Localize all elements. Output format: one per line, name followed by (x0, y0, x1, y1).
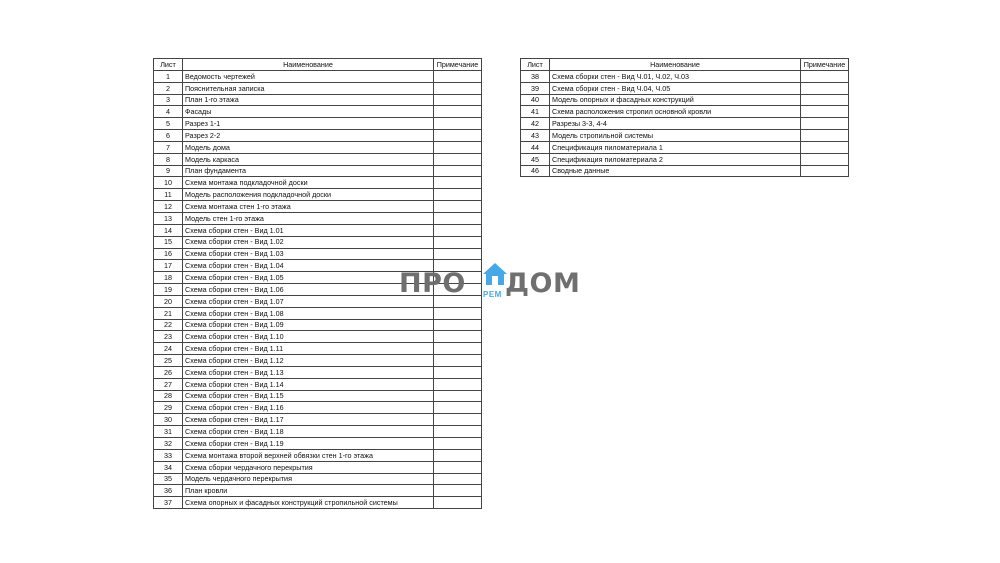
sheet-title: Схема сборки стен - Вид 1.03 (183, 248, 434, 260)
sheet-title: Разрез 2-2 (183, 130, 434, 142)
sheet-note (434, 189, 482, 201)
sheet-number: 30 (154, 414, 183, 426)
sheet-note (801, 106, 849, 118)
sheet-number: 2 (154, 82, 183, 94)
sheet-note (801, 130, 849, 142)
table-row (154, 461, 482, 473)
table-row (154, 130, 482, 142)
table-row (154, 248, 482, 260)
table-row (154, 485, 482, 497)
sheet-number: 25 (154, 355, 183, 367)
sheet-number: 43 (521, 130, 550, 142)
sheet-title: План фундамента (183, 165, 434, 177)
sheet-note (434, 201, 482, 213)
sheet-title: Схема сборки стен - Вид 1.18 (183, 426, 434, 438)
table-row (154, 236, 482, 248)
sheet-number: 36 (154, 485, 183, 497)
table-row (154, 378, 482, 390)
sheet-note (434, 118, 482, 130)
table-row (154, 94, 482, 106)
table-row (154, 497, 482, 509)
sheet-title: Схема сборки стен - Вид 1.10 (183, 331, 434, 343)
sheet-note (434, 343, 482, 355)
table-row (154, 473, 482, 485)
table-row (154, 118, 482, 130)
sheet-number: 9 (154, 165, 183, 177)
sheet-title: Схема сборки стен - Вид 1.12 (183, 355, 434, 367)
sheet-number: 10 (154, 177, 183, 189)
sheet-title: Модель расположения подкладочной доски (183, 189, 434, 201)
sheet-note (434, 165, 482, 177)
sheet-note (801, 165, 849, 177)
sheet-note (801, 82, 849, 94)
sheet-note (801, 70, 849, 82)
sheet-title: Схема сборки стен - Вид 1.08 (183, 307, 434, 319)
sheet-title: Схема монтажа подкладочной доски (183, 177, 434, 189)
logo-subtext: РЕМ (483, 290, 502, 299)
table-row (154, 402, 482, 414)
sheet-title: Схема расположения стропил основной кровли (550, 106, 801, 118)
sheet-title: Схема сборки стен - Вид 1.11 (183, 343, 434, 355)
header-row (521, 59, 849, 71)
sheet-title: Модель каркаса (183, 153, 434, 165)
table-row (154, 201, 482, 213)
sheet-number: 23 (154, 331, 183, 343)
header-sheet: Лист (154, 59, 183, 71)
sheet-number: 38 (521, 70, 550, 82)
sheet-title: Фасады (183, 106, 434, 118)
sheet-number: 44 (521, 141, 550, 153)
sheet-note (434, 461, 482, 473)
sheet-number: 29 (154, 402, 183, 414)
sheet-note (434, 236, 482, 248)
sheet-title: Схема сборки стен - Вид 1.09 (183, 319, 434, 331)
table-row (154, 414, 482, 426)
sheet-title: План кровли (183, 485, 434, 497)
table-row (521, 153, 849, 165)
sheet-number: 26 (154, 366, 183, 378)
sheet-note (434, 248, 482, 260)
sheet-title: Разрезы 3-3, 4-4 (550, 118, 801, 130)
header-note: Примечание (801, 59, 849, 71)
table-row (154, 355, 482, 367)
logo-word-right: ДОМ (505, 268, 581, 299)
sheet-note (434, 378, 482, 390)
table-row (154, 319, 482, 331)
table-row (154, 212, 482, 224)
sheet-note (434, 94, 482, 106)
table-row (521, 165, 849, 177)
header-name: Наименование (550, 59, 801, 71)
table-row (521, 70, 849, 82)
table-row (521, 141, 849, 153)
sheet-title: Схема монтажа второй верхней обвязки стен 1-го этажа (183, 449, 434, 461)
sheet-note (434, 70, 482, 82)
sheet-number: 11 (154, 189, 183, 201)
sheet-number: 46 (521, 165, 550, 177)
table-row (154, 70, 482, 82)
sheet-note (434, 224, 482, 236)
sheet-note (434, 390, 482, 402)
table-row (154, 165, 482, 177)
table-row (154, 189, 482, 201)
sheet-note (434, 82, 482, 94)
table-row (154, 438, 482, 450)
table-row (154, 82, 482, 94)
sheet-number: 45 (521, 153, 550, 165)
table-row (521, 106, 849, 118)
sheet-number: 42 (521, 118, 550, 130)
sheet-title: Схема сборки стен - Вид 1.15 (183, 390, 434, 402)
sheet-number: 12 (154, 201, 183, 213)
sheet-note (434, 141, 482, 153)
sheet-title: Схема сборки стен - Вид Ч.01, Ч.02, Ч.03 (550, 70, 801, 82)
sheet-number: 8 (154, 153, 183, 165)
sheet-title: Спецификация пиломатериала 1 (550, 141, 801, 153)
sheet-title: Спецификация пиломатериала 2 (550, 153, 801, 165)
sheet-note (434, 130, 482, 142)
sheet-title: Разрез 1-1 (183, 118, 434, 130)
sheet-title: Схема сборки стен - Вид 1.16 (183, 402, 434, 414)
sheet-title: Модель стен 1-го этажа (183, 212, 434, 224)
sheet-title: Схема сборки стен - Вид 1.07 (183, 295, 434, 307)
sheet-note (434, 212, 482, 224)
sheet-title: Схема сборки стен - Вид 1.06 (183, 284, 434, 296)
sheet-title: Схема сборки стен - Вид 1.01 (183, 224, 434, 236)
sheet-note (434, 319, 482, 331)
sheet-number: 24 (154, 343, 183, 355)
sheet-title: План 1-го этажа (183, 94, 434, 106)
sheet-note (434, 366, 482, 378)
sheet-title: Модель чердачного перекрытия (183, 473, 434, 485)
sheet-number: 20 (154, 295, 183, 307)
sheet-title: Ведомость чертежей (183, 70, 434, 82)
sheet-title: Схема сборки стен - Вид 1.14 (183, 378, 434, 390)
sheet-note (434, 414, 482, 426)
prorem-dom-watermark-logo (399, 262, 601, 310)
sheet-number: 5 (154, 118, 183, 130)
sheet-number: 41 (521, 106, 550, 118)
header-row (154, 59, 482, 71)
sheet-note (801, 94, 849, 106)
sheet-number: 33 (154, 449, 183, 461)
sheet-title: Схема опорных и фасадных конструкций стропильной системы (183, 497, 434, 509)
sheet-number: 31 (154, 426, 183, 438)
table-row (154, 449, 482, 461)
sheet-number: 16 (154, 248, 183, 260)
sheet-title: Схема сборки чердачного перекрытия (183, 461, 434, 473)
table-row (521, 94, 849, 106)
table-row (521, 130, 849, 142)
table-row (154, 177, 482, 189)
sheet-number: 13 (154, 212, 183, 224)
sheet-title: Схема сборки стен - Вид 1.05 (183, 272, 434, 284)
sheet-number: 17 (154, 260, 183, 272)
drawing-list-table-right (520, 58, 849, 177)
sheet-title: Пояснительная записка (183, 82, 434, 94)
sheet-number: 21 (154, 307, 183, 319)
table-row (154, 366, 482, 378)
sheet-note (434, 473, 482, 485)
sheet-note (434, 497, 482, 509)
sheet-note (434, 449, 482, 461)
sheet-number: 28 (154, 390, 183, 402)
table-row (154, 153, 482, 165)
sheet-title: Сводные данные (550, 165, 801, 177)
sheet-number: 1 (154, 70, 183, 82)
sheet-number: 34 (154, 461, 183, 473)
logo-word-left: ПРО (399, 268, 466, 299)
table-row (154, 331, 482, 343)
sheet-number: 3 (154, 94, 183, 106)
sheet-title: Схема сборки стен - Вид 1.04 (183, 260, 434, 272)
sheet-note (434, 153, 482, 165)
sheet-note (801, 141, 849, 153)
sheet-note (801, 118, 849, 130)
sheet-note (434, 402, 482, 414)
sheet-note (434, 355, 482, 367)
sheet-number: 39 (521, 82, 550, 94)
sheet-title: Схема сборки стен - Вид 1.17 (183, 414, 434, 426)
sheet-title: Модель дома (183, 141, 434, 153)
header-note: Примечание (434, 59, 482, 71)
sheet-number: 32 (154, 438, 183, 450)
sheet-title: Модель стропильной системы (550, 130, 801, 142)
sheet-note (434, 426, 482, 438)
sheet-number: 22 (154, 319, 183, 331)
sheet-number: 19 (154, 284, 183, 296)
sheet-number: 35 (154, 473, 183, 485)
sheet-note (434, 331, 482, 343)
table-row (154, 390, 482, 402)
sheet-note (434, 485, 482, 497)
table-row (521, 82, 849, 94)
table-row (154, 224, 482, 236)
sheet-title: Схема сборки стен - Вид 1.19 (183, 438, 434, 450)
sheet-title: Схема сборки стен - Вид Ч.04, Ч.05 (550, 82, 801, 94)
table-row (154, 106, 482, 118)
sheet-number: 7 (154, 141, 183, 153)
table-row (521, 118, 849, 130)
header-name: Наименование (183, 59, 434, 71)
sheet-title: Схема монтажа стен 1-го этажа (183, 201, 434, 213)
sheet-number: 27 (154, 378, 183, 390)
sheet-number: 18 (154, 272, 183, 284)
sheet-number: 15 (154, 236, 183, 248)
sheet-number: 14 (154, 224, 183, 236)
sheet-number: 4 (154, 106, 183, 118)
sheet-title: Модель опорных и фасадных конструкций (550, 94, 801, 106)
sheet-note (434, 438, 482, 450)
header-sheet: Лист (521, 59, 550, 71)
table-row (154, 141, 482, 153)
table-row (154, 426, 482, 438)
table-row (154, 343, 482, 355)
sheet-number: 37 (154, 497, 183, 509)
sheet-title: Схема сборки стен - Вид 1.02 (183, 236, 434, 248)
sheet-note (434, 177, 482, 189)
sheet-number: 6 (154, 130, 183, 142)
sheet-number: 40 (521, 94, 550, 106)
sheet-note (434, 106, 482, 118)
sheet-title: Схема сборки стен - Вид 1.13 (183, 366, 434, 378)
sheet-note (801, 153, 849, 165)
